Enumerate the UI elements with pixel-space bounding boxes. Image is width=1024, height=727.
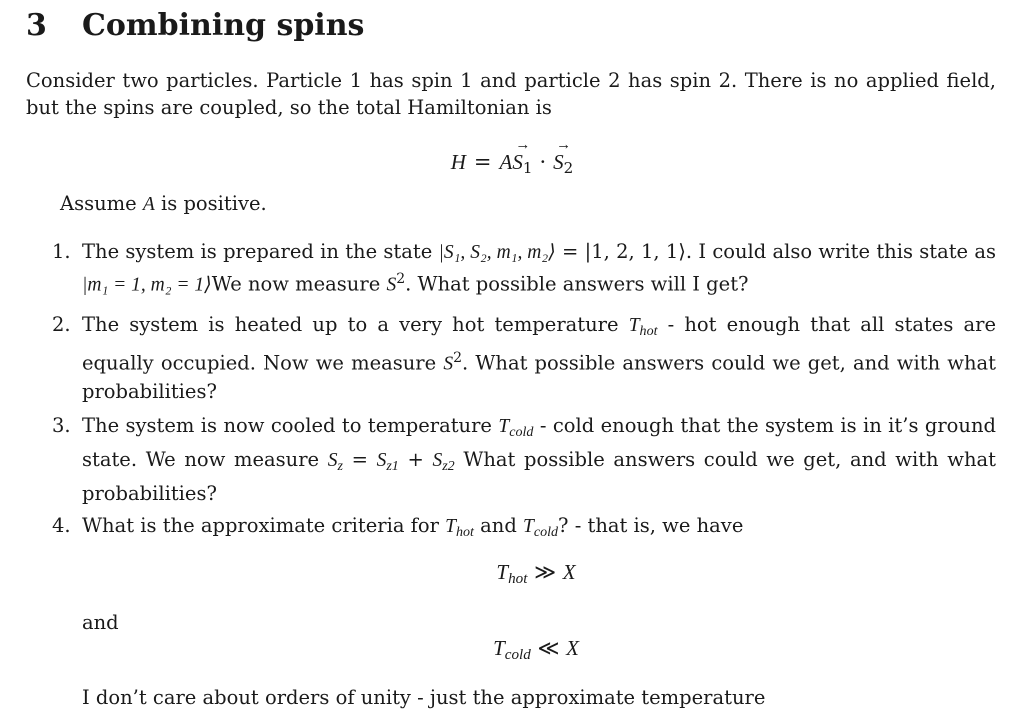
hamiltonian-equation: $H = A\to S_1 \cdot\to S_2$ — [0, 150, 1024, 177]
item-number: 3. — [52, 414, 71, 437]
intro-paragraph: Consider two particles. Particle 1 has spin 1 and particle 2 has spin 2. There is no applied field, but the spins are coupled, so the total Hamiltonian is — [26, 69, 996, 119]
item-number: 2. — [52, 313, 71, 336]
equation-t-cold: $T_{cold}$ ≪ X — [493, 636, 579, 664]
section-number: 3 — [26, 8, 47, 43]
list-item-1: 1. The system is prepared in the state |S₁, S₂, m₁, m₂⟩ = |1, 2, 1, 1⟩. I could also write this state as |m₁ = 1, m₂ = 1⟩We now measure $S^2$. What possible answers will I get? — [52, 240, 996, 296]
item-number: 1. — [52, 240, 71, 263]
section-heading — [26, 8, 364, 43]
section-title: Combining spins — [82, 8, 365, 43]
list-item-4: 4. What is the approximate criteria for $T_{hot}$ and $T_{cold}$? - that is, we have — [52, 514, 744, 540]
list-item-2: 2. The system is heated up to a very hot temperature $T_{hot}$ - hot enough that all states are equally occupied. Now we measure $S^2$. What possible answers could we get, and with what probabilities? — [52, 313, 996, 403]
list-item-3: 3. The system is now cooled to temperature $T_{cold}$ - cold enough that the system is in it’s ground state. We now measure $S_z = S_{z1} + S_{z2}$ What possible answers could we get, and with what probabilities? — [52, 414, 996, 505]
equation-t-hot: $T_{hot}$ ≫ X — [496, 560, 576, 588]
footer-note: I don’t care about orders of unity - just the approximate temperature — [82, 686, 766, 709]
and-word: and — [82, 611, 119, 634]
assume-line: Assume A is positive. — [60, 192, 267, 215]
item-number: 4. — [52, 514, 71, 537]
